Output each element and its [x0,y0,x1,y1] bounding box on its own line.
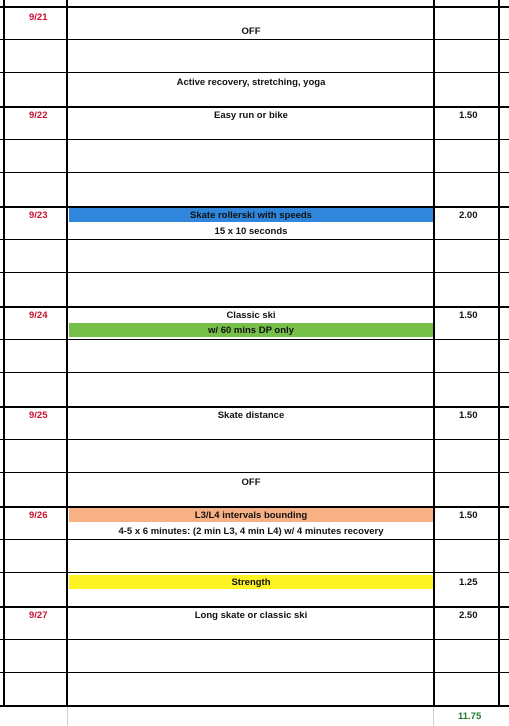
workout-detail-cell: 4-5 x 6 minutes: (2 min L3, 4 min L4) w/ 4 minutes recovery [118,526,384,537]
date-cell: 9/22 [29,110,48,121]
workout-cell: Strength [231,577,271,588]
workout-cell: Active recovery, stretching, yoga [176,77,326,88]
grid-column-line [66,0,68,706]
workout-cell: Skate distance [217,410,285,421]
workout-cell: Skate rollerski with speeds [190,210,312,221]
workout-detail-cell: 15 x 10 seconds [214,226,288,237]
hours-cell: 2.00 [459,210,478,221]
grid-column-line [433,0,435,706]
date-cell: 9/26 [29,510,48,521]
grid-column-line [433,707,434,726]
hours-cell: 1.50 [459,510,478,521]
date-cell: 9/27 [29,610,48,621]
workout-detail-cell: w/ 60 mins DP only [208,325,294,336]
hours-cell: 1.25 [459,577,478,588]
total-hours: 11.75 [458,711,482,722]
date-cell: 9/21 [29,12,48,23]
grid-column-line [67,707,68,726]
workout-cell: OFF [241,26,261,37]
date-cell: 9/23 [29,210,48,221]
hours-cell: 1.50 [459,410,478,421]
hours-cell: 1.50 [459,110,478,121]
hours-cell: 1.50 [459,310,478,321]
date-cell: 9/25 [29,410,48,421]
workout-cell: L3/L4 intervals bounding [194,510,308,521]
workout-cell: OFF [241,477,261,488]
workout-cell: Long skate or classic ski [194,610,308,621]
grid-column-line [498,0,500,706]
workout-cell: Easy run or bike [214,110,288,121]
workout-cell: Classic ski [226,310,276,321]
date-cell: 9/24 [29,310,48,321]
hours-cell: 2.50 [459,610,478,621]
grid-column-line [3,0,5,706]
